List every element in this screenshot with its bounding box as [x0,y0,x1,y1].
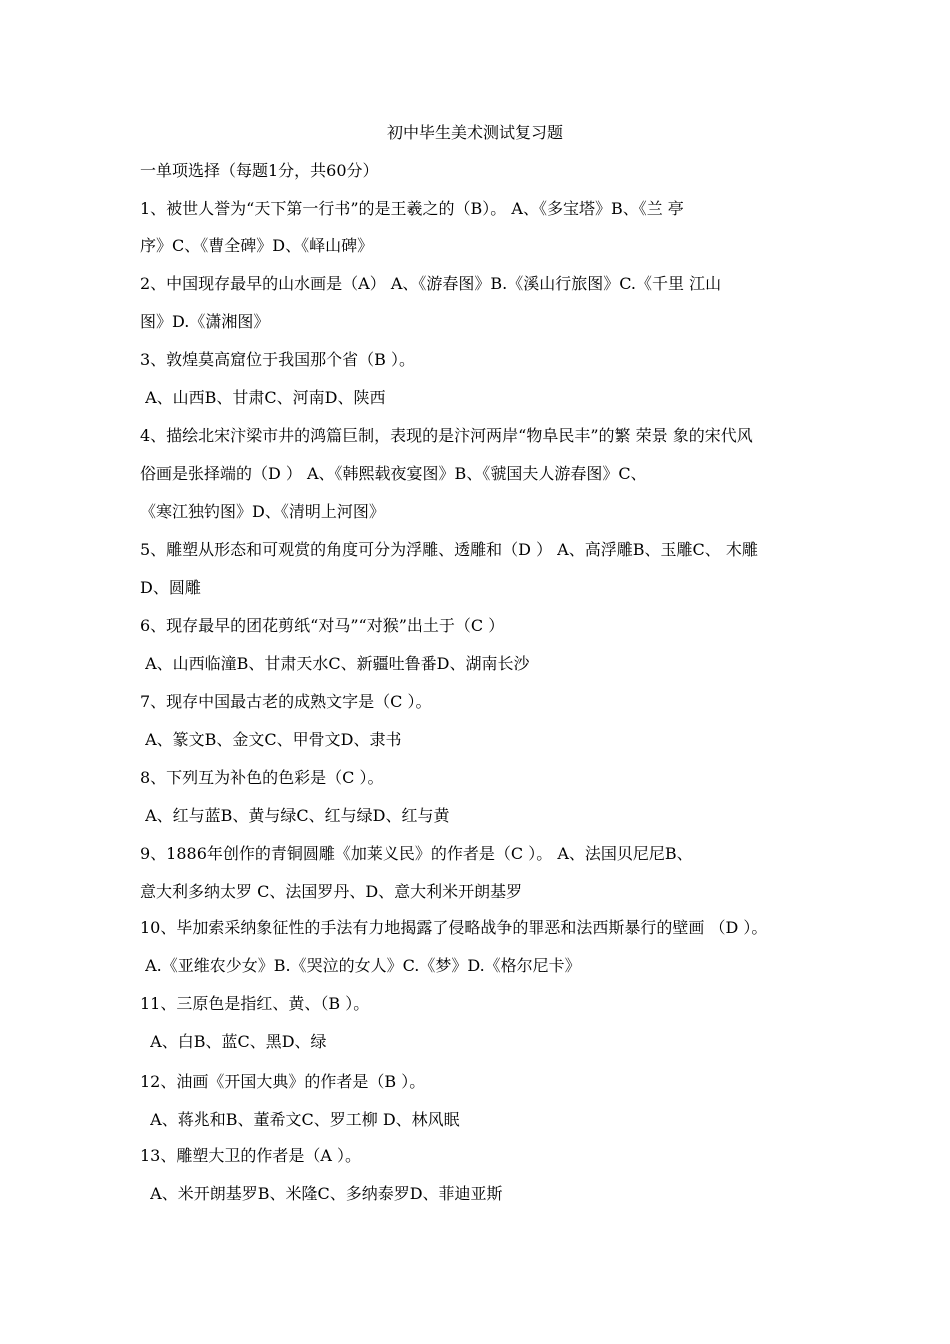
question-12-options: A、蒋兆和B、董希文C、罗工柳 D、林风眠 [140,1110,460,1129]
question-4-line-1: 4、描绘北宋汴梁市井的鸿篇巨制，表现的是汴河两岸“物阜民丰”的繁 荣景 象的宋代风 [140,426,753,445]
page-title: 初中毕生美术测试复习题 [386,123,563,142]
question-10: 10、毕加索采纳象征性的手法有力地揭露了侵略战争的罪恶和法西斯暴行的壁画 （D ）。 [140,918,768,937]
question-9-line-1: 9、1886年创作的青铜圆雕《加莱义民》的作者是（C ）。 A、法国贝尼尼B、 [140,844,693,863]
question-7-options: A、篆文B、金文C、甲骨文D、隶书 [140,730,402,749]
question-9-line-2: 意大利多纳太罗 C、法国罗丹、D、意大利米开朗基罗 [140,882,523,901]
question-13-options: A、米开朗基罗B、米隆C、多纳泰罗D、菲迪亚斯 [140,1184,503,1203]
question-13: 13、雕塑大卫的作者是（A ）。 [140,1146,362,1165]
question-6: 6、现存最早的团花剪纸“对马”“对猴”出土于（C ） [140,616,505,635]
question-8: 8、下列互为补色的色彩是（C ）。 [140,768,384,787]
question-11: 11、三原色是指红、黄、（B ）。 [140,994,370,1013]
question-3-options: A、山西B、甘肃C、河南D、陕西 [140,388,386,407]
question-11-options: A、白B、蓝C、黑D、绿 [140,1032,327,1051]
question-1-line-2: 序》C、《曹全碑》D、《峄山碑》 [140,236,374,255]
question-5-line-2: D、圆雕 [140,578,201,597]
question-2-line-1: 2、中国现存最早的山水画是（A） A、《游春图》B.《溪山行旅图》C.《千里 江山 [140,274,722,293]
question-5-line-1: 5、雕塑从形态和可观赏的角度可分为浮雕、透雕和（D ） A、高浮雕B、玉雕C、 木雕 [140,540,758,559]
question-12: 12、油画《开国大典》的作者是（B ）。 [140,1072,426,1091]
question-10-options: A.《亚维农少女》B.《哭泣的女人》C.《梦》D.《格尔尼卡》 [140,956,581,975]
question-4-line-3: 《寒江独钓图》D、《清明上河图》 [140,502,385,521]
question-4-line-2: 俗画是张择端的（D ） A、《韩熙载夜宴图》B、《虢国夫人游春图》C、 [140,464,647,483]
question-1-line-1: 1、被世人誉为“天下第一行书”的是王羲之的（B）。 A、《多宝塔》B、《兰 亭 [140,199,684,218]
question-3: 3、敦煌莫高窟位于我国那个省（B ）。 [140,350,416,369]
section-heading: 一单项选择（每题1分，共60分） [140,161,379,180]
question-8-options: A、红与蓝B、黄与绿C、红与绿D、红与黄 [140,806,450,825]
question-7: 7、现存中国最古老的成熟文字是（C ）。 [140,692,432,711]
question-2-line-2: 图》D.《潇湘图》 [140,312,270,331]
question-6-options: A、山西临潼B、甘肃天水C、新疆吐鲁番D、湖南长沙 [140,654,530,673]
